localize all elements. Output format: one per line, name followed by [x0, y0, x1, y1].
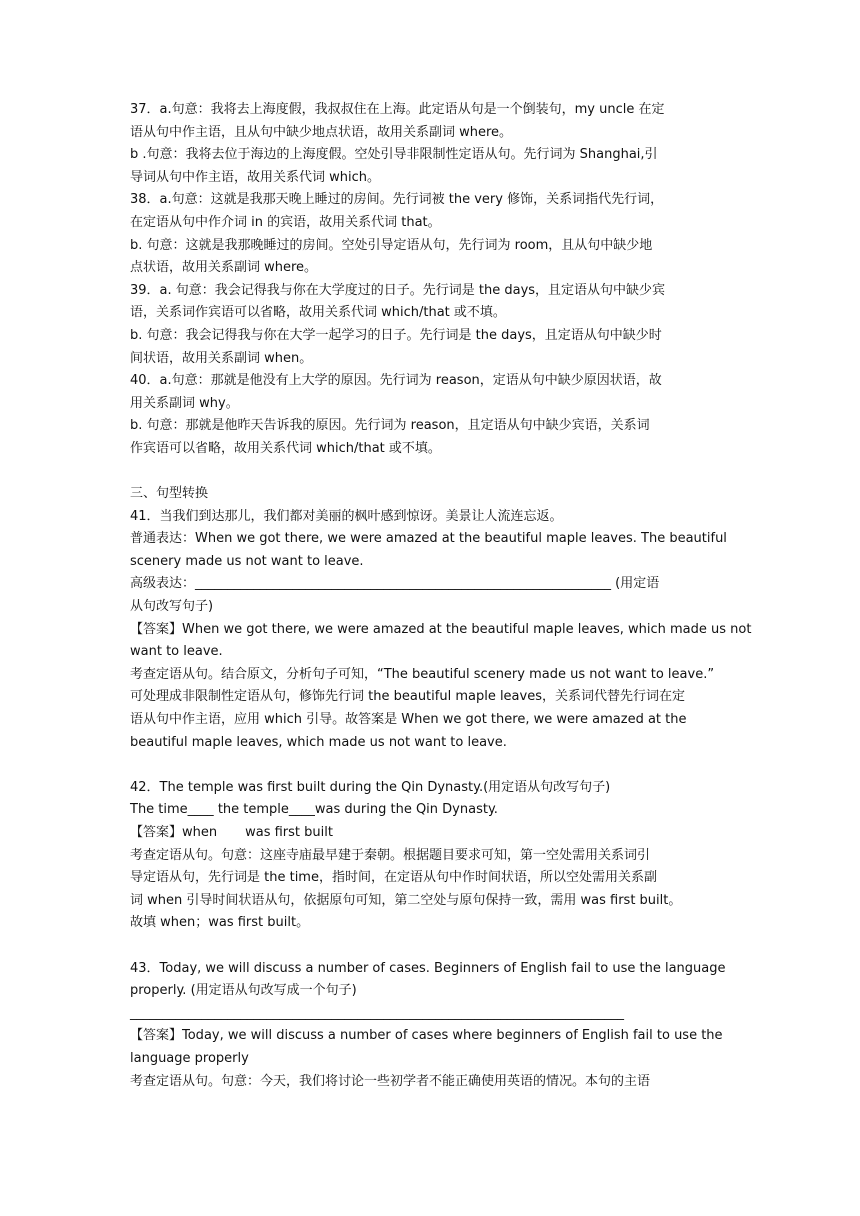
section-heading: 三、句型转换	[130, 486, 209, 502]
text-line: 在定语从句中作介词 in 的宾语，故用关系代词 that。	[130, 214, 441, 230]
text-line: properly. (用定语从句改写成一个句子)	[130, 983, 357, 999]
text-line: 作宾语可以省略，故用关系代词 which/that 或不填。	[130, 440, 441, 456]
text-line: 点状语，故用关系副词 where。	[130, 260, 318, 276]
text-line: 41．当我们到达那儿，我们都对美丽的枫叶感到惊讶。美景让人流连忘返。	[130, 508, 563, 524]
text-line: ____________________________________________________________________________	[130, 1005, 624, 1021]
text-line: 间状语，故用关系副词 when。	[130, 350, 313, 366]
text-line: 语从句中作主语，应用 which 引导。故答案是 When we got there, we were amazed at the	[130, 712, 687, 728]
text-line: 故填 when；was first built。	[130, 915, 310, 931]
text-line: 【答案】When we got there, we were amazed at the beautiful maple leaves, which made us not	[130, 621, 752, 637]
question-41-block	[130, 506, 752, 755]
text-line: 从句改写句子)	[130, 599, 214, 615]
text-line: 40．a.句意：那就是他没有上大学的原因。先行词为 reason，定语从句中缺少原因状语，故	[130, 373, 662, 389]
text-line: want to leave.	[130, 644, 223, 660]
q42-answer-rest: was first built	[245, 825, 333, 840]
text-line: 【答案】Today, we will discuss a number of cases where beginners of English fail to use the	[130, 1028, 723, 1044]
document-page	[130, 99, 752, 1093]
text-line: scenery made us not want to leave.	[130, 553, 364, 569]
text-line: beautiful maple leaves, which made us not want to leave.	[130, 734, 507, 750]
text-line: 词 when 引导时间状语从句，依据原句可知，第二空处与原句保持一致，需用 was first built。	[130, 892, 682, 908]
text-line: b .句意：我将去位于海边的上海度假。空处引导非限制性定语从句。先行词为 Shanghai,引	[130, 147, 658, 163]
text-line: 用关系副词 why。	[130, 395, 239, 411]
q42-answer-line	[130, 822, 730, 845]
text-line: 语，关系词作宾语可以省略，故用关系代词 which/that 或不填。	[130, 305, 506, 321]
text-line: 考查定语从句。句意：今天，我们将讨论一些初学者不能正确使用英语的情况。本句的主语	[130, 1073, 651, 1089]
text-line: 导词从句中作主语，故用关系代词 which。	[130, 169, 381, 185]
text-line: 37．a.句意：我将去上海度假，我叔叔住在上海。此定语从句是一个倒装句，my uncle 在定	[130, 102, 665, 117]
text-line: 普通表达：When we got there, we were amazed at the beautiful maple leaves. The beautiful	[130, 531, 727, 547]
text-line: 高级表达：________________________________________________________________ (用定语	[130, 576, 660, 592]
text-line: The time____ the temple____was during the Qin Dynasty.	[130, 802, 498, 818]
text-line: 可处理成非限制性定语从句，修饰先行词 the beautiful maple leaves，关系词代替先行词在定	[130, 689, 685, 705]
text-line: b. 句意：那就是他昨天告诉我的原因。先行词为 reason，且定语从句中缺少宾语，关系词	[130, 418, 650, 434]
text-line: 考查定语从句。结合原文，分析句子可知，“The beautiful scenery made us not want to leave.”	[130, 666, 715, 682]
q42-answer-label: 【答案】when	[130, 825, 218, 840]
text-line: 语从句中作主语，且从句中缺少地点状语，故用关系副词 where。	[130, 124, 513, 140]
text-line: 考查定语从句。句意：这座寺庙最早建于秦朝。根据题目要求可知，第一空处需用关系词引	[130, 847, 651, 863]
text-line: 42．The temple was first built during the Qin Dynasty.(用定语从句改写句子)	[130, 779, 611, 795]
text-line: language properly	[130, 1050, 249, 1066]
question-43-block	[130, 958, 730, 1094]
text-line: 导定语从句，先行词是 the time，指时间，在定语从句中作时间状语，所以空处需用关系副	[130, 870, 657, 886]
text-line: 38．a.句意：这就是我那天晚上睡过的房间。先行词被 the very 修饰，关系词指代先行词，	[130, 192, 664, 208]
text-line: b. 句意：我会记得我与你在大学一起学习的日子。先行词是 the days，且定语从句中缺少时	[130, 327, 662, 343]
text-line: b. 句意：这就是我那晚睡过的房间。空处引导定语从句，先行词为 room，且从句中缺少地	[130, 237, 653, 253]
answer-block-37-40	[130, 99, 730, 461]
question-42-block	[130, 777, 730, 822]
text-line: 43．Today, we will discuss a number of cases. Beginners of English fail to use the language	[130, 960, 726, 976]
question-42-explanation	[130, 845, 730, 935]
text-line: 39．a. 句意：我会记得我与你在大学度过的日子。先行词是 the days，且定语从句中缺少宾	[130, 282, 666, 298]
